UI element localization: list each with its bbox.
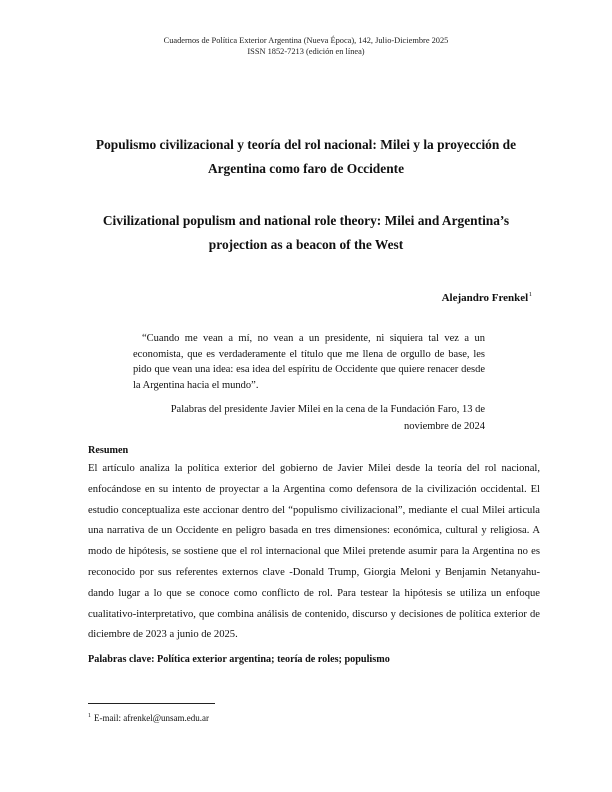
spanish-title [80,133,532,181]
author-name: Alejandro Frenkel [441,292,529,304]
english-title-line-1: Civilizational populism and national role theory: Milei and Argentina’s [102,213,510,228]
author-footnote-marker[interactable]: 1 [528,291,532,298]
footnote-email[interactable]: E-mail: afrenkel@unsam.edu.ar [94,713,209,723]
issn-line: ISSN 1852-7213 (edición en línea) [247,46,365,56]
footnote-divider [88,703,215,704]
epigraph-source-line-1: Palabras del presidente Javier Milei en la cena de la Fundación Faro, 13 de [170,404,485,415]
spanish-title-line-1: Populismo civilizacional y teoría del rol nacional: Milei y la proyección de [95,137,517,152]
abstract-heading: Resumen [88,445,129,456]
spanish-title-line-2: Argentina como faro de Occidente [207,161,405,176]
footnote [88,710,209,724]
footnote-marker: 1 [88,713,91,719]
epigraph-source-line-2: noviembre de 2024 [403,421,485,432]
english-title-line-2: projection as a beacon of the West [208,237,404,252]
author-byline [442,288,532,305]
keywords-line: Palabras clave: Política exterior argentina; teoría de roles; populismo [88,654,390,665]
epigraph-quote: “Cuando me vean a mí, no vean a un presidente, ni siquiera tal vez a un economista, que es verdaderamente el título que me llena de orgullo de base, les pido que vean una idea: esa idea del espíritu de Occidente que quiere renacer desde la Argentina hacia el mundo”. [133,333,485,391]
epigraph-source [133,401,485,435]
abstract-body: El artículo analiza la política exterior del gobierno de Javier Milei desde la teoría del rol nacional, enfocándose en su intento de proyectar a la Argentina como defensora de la civilización occidental. El estudio conceptualiza este accionar dentro del “populismo civilizacional”, mediante el cual Milei articula una narrativa de un Occidente en peligro basada en tres dimensiones: económica, cultural y religiosa. A modo de hipótesis, se sostiene que el rol internacional que Milei pretende asumir para la Argentina no es reconocido por sus referentes externos clave -Donald Trump, Giorgia Meloni y Benjamin Netanyahu- dando lugar a lo que se conoce como conflicto de rol. Para testear la hipótesis se utiliza un enfoque cualitativo-interpretativo, que combina análisis de contenido, discurso y decisiones de política exterior de diciembre de 2023 a junio de 2025. [88,463,540,641]
journal-citation: Cuadernos de Política Exterior Argentina (Nueva Época), 142, Julio-Diciembre 2025 [163,36,449,45]
running-header [0,36,612,57]
english-title [80,209,532,257]
